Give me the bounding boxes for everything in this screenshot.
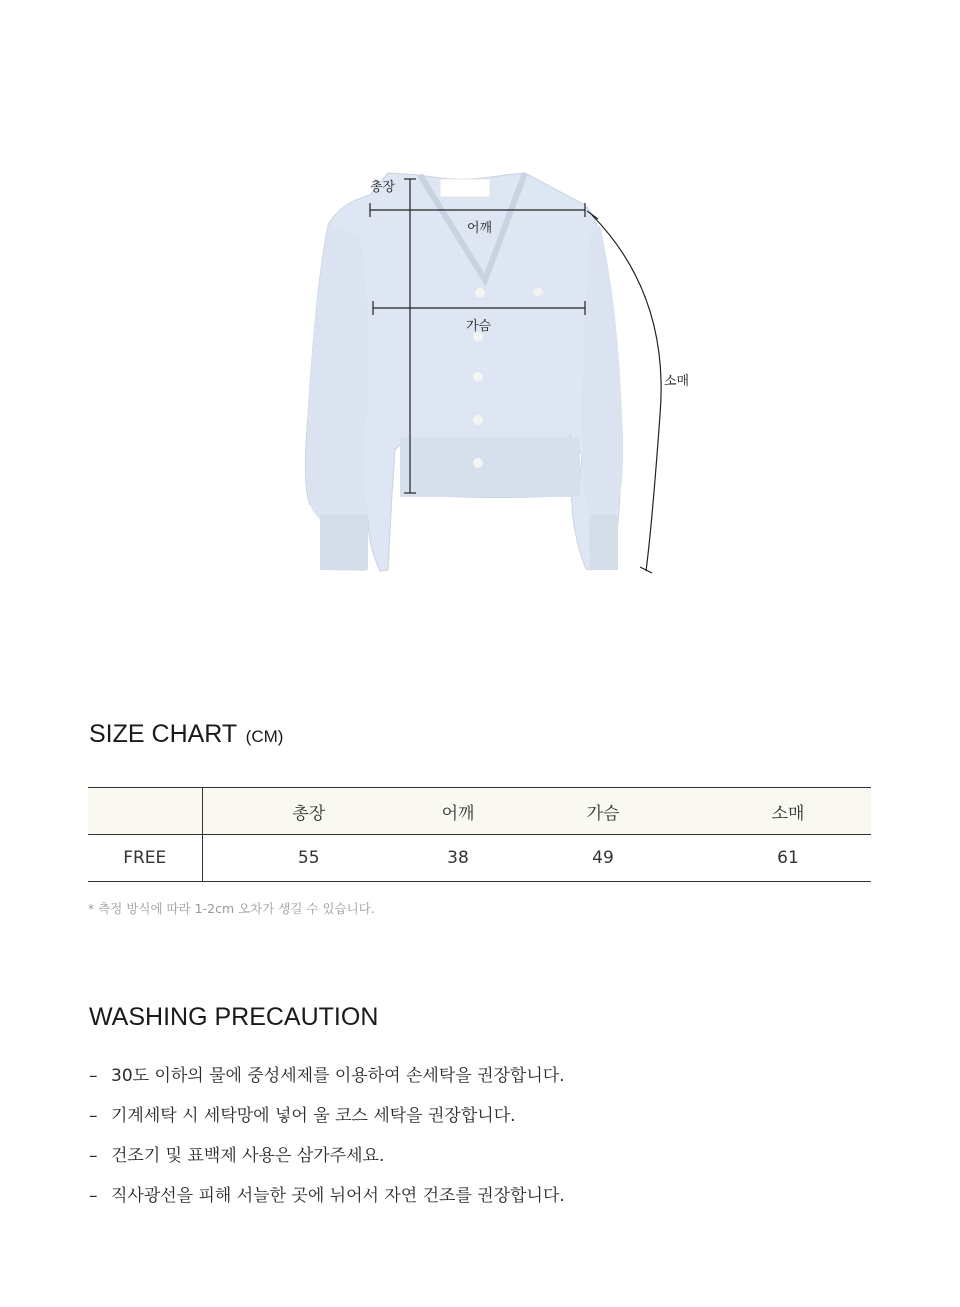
length-label: 총장	[370, 180, 396, 195]
list-item: – 건조기 및 표백제 사용은 삼가주세요.	[89, 1146, 385, 1166]
size-chart-table	[88, 787, 871, 882]
list-item: – 직사광선을 피해 서늘한 곳에 뉘어서 자연 건조를 권장합니다.	[89, 1186, 565, 1206]
header-cell-empty	[88, 788, 202, 835]
sleeve-label: 소매	[664, 374, 690, 389]
washing-title: WASHING PRECAUTION	[89, 1003, 379, 1031]
list-item: – 기계세탁 시 세탁망에 넣어 울 코스 세탁을 권장합니다.	[89, 1106, 516, 1126]
table-header-row	[88, 788, 871, 835]
chest-label: 가슴	[466, 319, 492, 334]
header-cell-shoulder: 어깨	[441, 803, 475, 824]
washing-item-text: 30도 이하의 물에 중성세제를 이용하여 손세탁을 권장합니다.	[111, 1066, 565, 1086]
header-cell-length: 총장	[292, 803, 326, 824]
header-cell-chest: 가슴	[586, 803, 620, 824]
table-row	[88, 835, 871, 882]
washing-item-text: 기계세탁 시 세탁망에 넣어 울 코스 세탁을 권장합니다.	[111, 1106, 516, 1126]
value-cell-shoulder: 38	[447, 848, 469, 868]
size-chart-unit: (CM)	[245, 727, 284, 746]
garment-measurement-figure	[300, 165, 710, 585]
size-label-cell: FREE	[88, 835, 202, 882]
measurement-note: * 측정 방식에 따라 1-2cm 오차가 생길 수 있습니다.	[88, 901, 375, 916]
washing-item-text: 직사광선을 피해 서늘한 곳에 뉘어서 자연 건조를 권장합니다.	[111, 1186, 565, 1206]
cardigan-illustration	[300, 165, 710, 585]
header-cell-sleeve: 소매	[771, 803, 805, 824]
washing-list	[89, 1060, 565, 1220]
size-chart-title	[89, 720, 283, 749]
shoulder-label: 어깨	[467, 221, 493, 236]
value-cell-length: 55	[297, 848, 320, 868]
value-cell-chest: 49	[592, 848, 614, 868]
size-chart-title-text: SIZE CHART	[89, 720, 237, 748]
list-item: – 30도 이하의 물에 중성세제를 이용하여 손세탁을 권장합니다.	[89, 1066, 565, 1086]
value-cell-sleeve: 61	[777, 848, 799, 868]
washing-item-text: 건조기 및 표백제 사용은 삼가주세요.	[111, 1146, 385, 1166]
